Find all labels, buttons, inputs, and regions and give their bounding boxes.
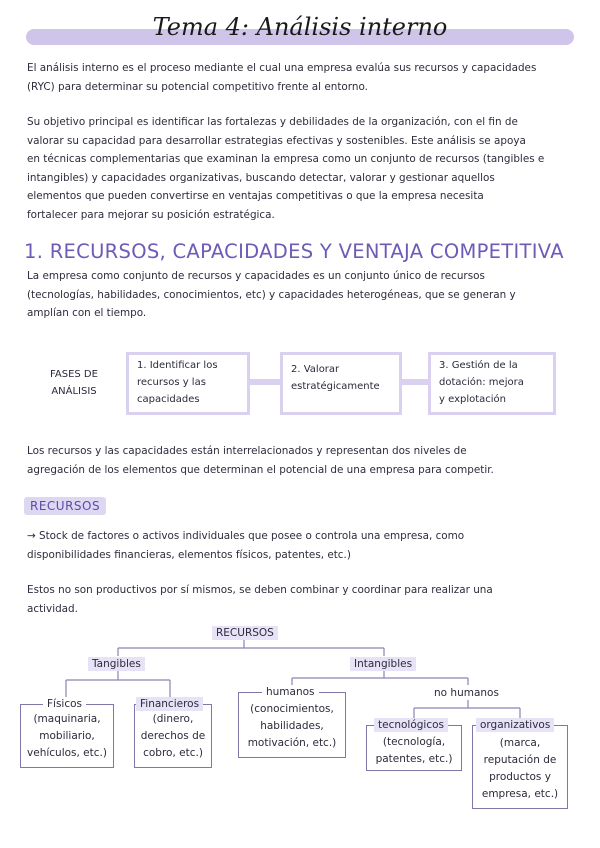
tree-box-humanos: (conocimientos, habilidades, motivación, etc.) [238,692,346,758]
tree-box-fisicos: (maquinaria, mobiliario, vehículos, etc.) [20,704,114,768]
tree-box-financieros: (dinero, derechos de cobro, etc.) [134,704,212,768]
phase-step-3: 3. Gestión de la dotación: mejora y explotación [428,352,556,415]
tree-node-organizativos: organizativos [476,718,554,732]
recursos-definition: → Stock de factores o activos individuales que posee o controla una empresa, como disponibilidades financieras, elementos físicos, patentes, etc.) [27,530,465,561]
tree-box-organizativos: (marca, reputación de productos y empresa, etc.) [472,725,568,809]
recursos-tag: RECURSOS [24,497,106,515]
phase-step-2: 2. Valorar estratégicamente [280,352,402,415]
phases-label: FASES DE ANÁLISIS [50,369,98,397]
recursos-note: Estos no son productivos por sí mismos, se deben combinar y coordinar para realizar una actividad. [27,584,493,615]
intro-paragraph-1: El análisis interno es el proceso mediante el cual una empresa evalúa sus recursos y capacidades (RYC) para determinar su potencial competitivo frente al entorno. [27,62,537,93]
tree-node-fisicos: Físicos [43,697,86,711]
section-heading: 1. RECURSOS, CAPACIDADES Y VENTAJA COMPETITIVA [24,240,564,263]
levels-paragraph: Los recursos y las capacidades están interrelacionados y representan dos niveles de agregación de los elementos que determinan el potencial de una empresa para competir. [27,445,494,476]
tree-root-recursos: RECURSOS [212,626,278,640]
tree-node-no-humanos: no humanos [430,686,503,700]
tree-node-financieros: Financieros [136,697,203,711]
page-title: Tema 4: Análisis interno [152,13,448,41]
tree-node-intangibles: Intangibles [350,657,416,671]
tree-node-tangibles: Tangibles [88,657,145,671]
tree-node-humanos: humanos [262,685,319,699]
phase-step-1: 1. Identificar los recursos y las capacidades [126,352,250,415]
section-paragraph: La empresa como conjunto de recursos y capacidades es un conjunto único de recursos (tecnologías, habilidades, conocimientos, etc) y capacidades heterogéneas, que se generan y amplían con el tiempo. [27,270,516,319]
tree-box-tecnologicos: (tecnología, patentes, etc.) [366,725,462,771]
tree-node-tecnologicos: tecnológicos [374,718,448,732]
intro-paragraph-2: Su objetivo principal es identificar las fortalezas y debilidades de la organización, con el fin de valorar su capacidad para desarrollar estrategias efectivas y sostenibles. Este análisis se apoya en técnicas complementarias que examinan la empresa como un conjunto de recursos (tangibles e intangibles) y capacidades organizativas, buscando detectar, valorar y gestionar aquellos elementos que pueden convertirse en ventajas competitivas o que la empresa necesita fortalecer para mejorar su posición estratégica. [27,116,545,221]
